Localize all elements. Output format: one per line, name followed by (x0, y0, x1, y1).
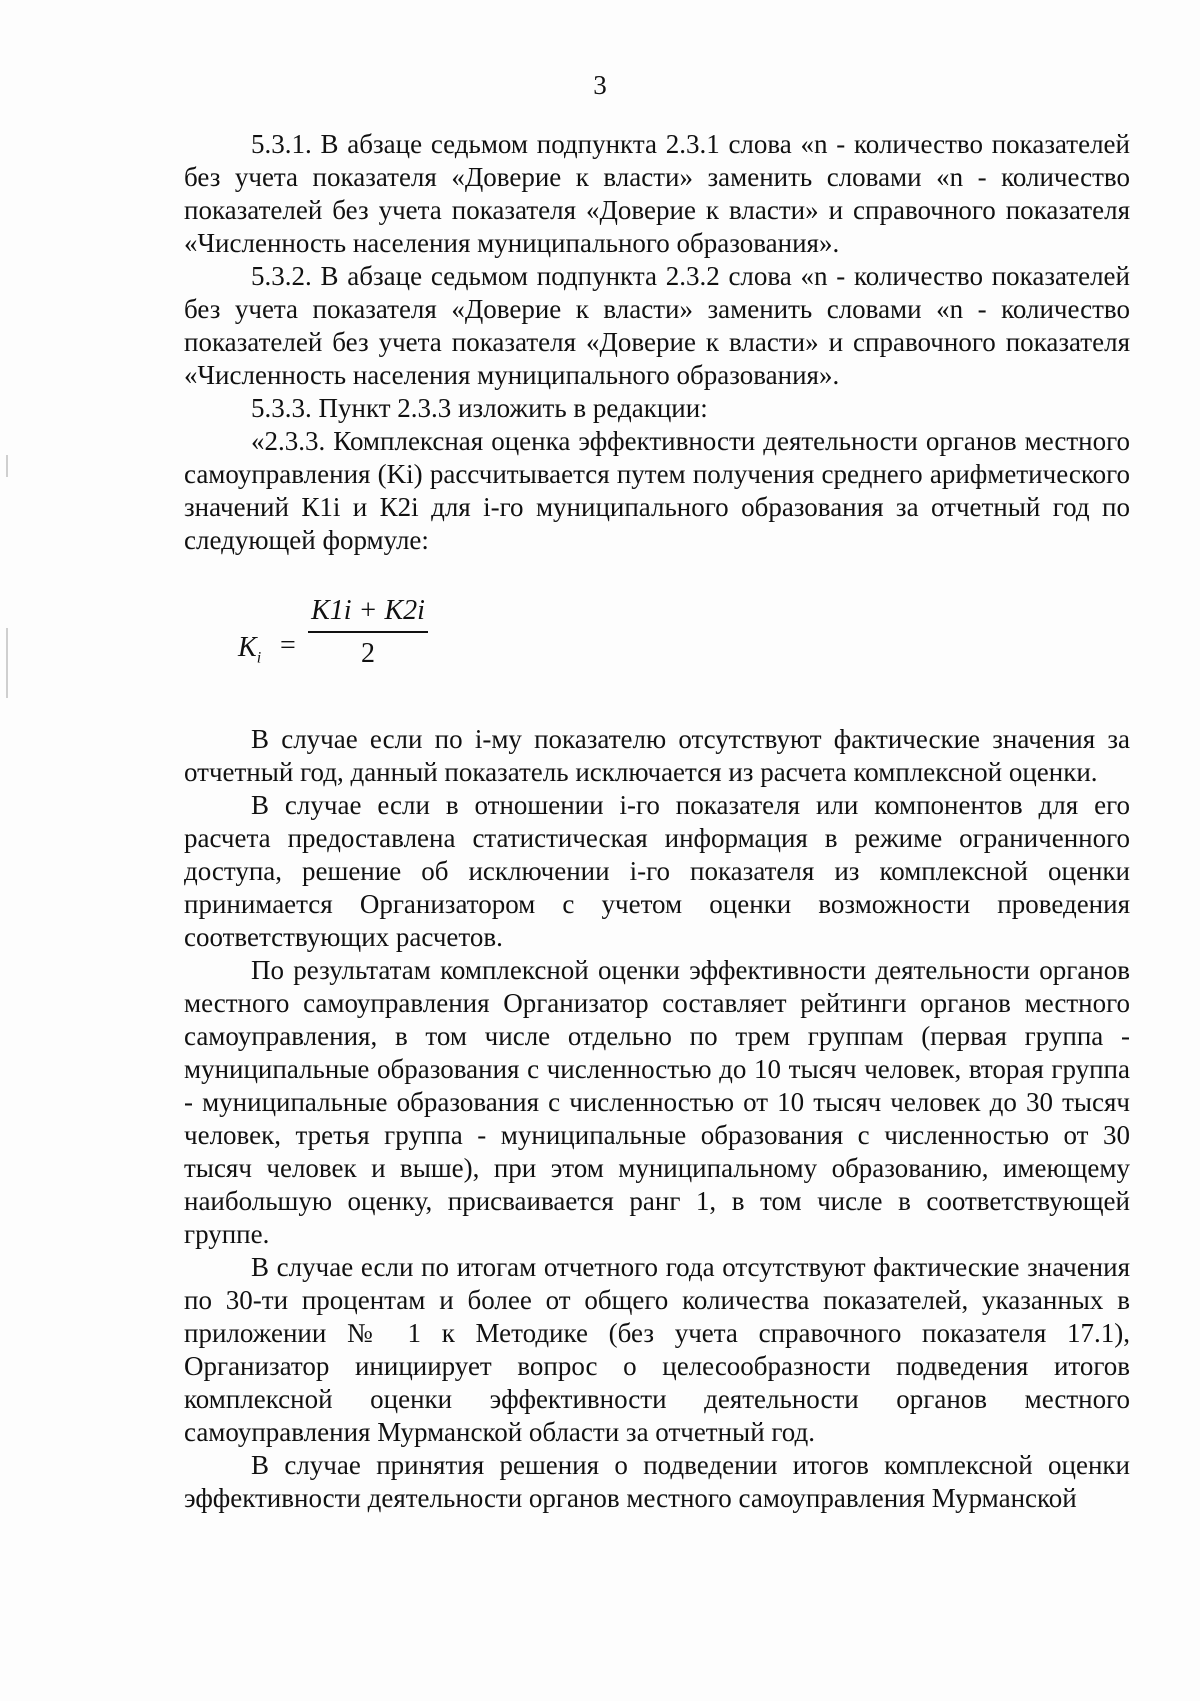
formula-numerator: K1i + K2i (311, 595, 425, 626)
paragraph-5-3-3: 5.3.3. Пункт 2.3.3 изложить в редакции: (251, 393, 708, 423)
formula-ki (184, 583, 1130, 703)
paragraph-2-3-3: «2.3.3. Комплексная оценка эффективности деятельности органов местного самоуправления (Ki) рассчитывается путем получения среднего арифметического значений К1i и К2i для i-го муниципального образования за отчетный год по следующей формуле: (184, 426, 1130, 555)
scan-margin-mark (6, 628, 8, 698)
paragraph-ratings: По результатам комплексной оценки эффективности деятельности органов местного самоуправления Организатор составляет рейтинги органов местного самоуправления, в том числе отдельно по трем группам (первая группа - муниципальные образования с численностью до 10 тысяч человек, вторая группа - муниципальные образования с численностью от 10 тысяч человек до 30 тысяч человек, третья группа - муниципальные образования с численностью от 30 тысяч человек и выше), при этом муниципальному образованию, имеющему наибольшую оценку, присваивается ранг 1, в том числе в соответствующей группе. (184, 955, 1130, 1249)
formula-lhs-symbol: K (238, 632, 257, 663)
paragraph-missing-values: В случае если по i-му показателю отсутствуют фактические значения за отчетный год, данный показатель исключается из расчета комплексной оценки. (184, 724, 1130, 787)
document-body (184, 128, 1130, 1515)
paragraph-30-percent: В случае если по итогам отчетного года отсутствуют фактические значения по 30-ти процентам и более от общего количества показателей, указанных в приложении № 1 к Методике (без учета справочного показателя 17.1), Организатор инициирует вопрос о целесообразности подведения итогов комплексной оценки эффективности деятельности органов местного самоуправления Мурманской области за отчетный год. (184, 1252, 1130, 1447)
formula-denominator: 2 (361, 638, 375, 669)
formula-lhs (238, 631, 261, 675)
paragraph-5-3-1: 5.3.1. В абзаце седьмом подпункта 2.3.1 слова «n - количество показателей без учета показателя «Доверие к власти» заменить словами «n - количество показателей без учета показателя «Доверие к власти» и справочного показателя «Численность населения муниципального образования». (184, 129, 1130, 258)
scan-margin-mark (6, 455, 8, 477)
paragraph-5-3-2: 5.3.2. В абзаце седьмом подпункта 2.3.2 слова «n - количество показателей без учета показателя «Доверие к власти» заменить словами «n - количество показателей без учета показателя «Доверие к власти» и справочного показателя «Численность населения муниципального образования». (184, 261, 1130, 390)
page-number: 3 (593, 70, 607, 100)
paragraph-decision: В случае принятия решения о подведении итогов комплексной оценки эффективности деятельности органов местного самоуправления Мурманской (184, 1450, 1130, 1513)
formula-fraction (308, 593, 428, 671)
formula-equals: = (280, 630, 296, 661)
paragraph-restricted-access: В случае если в отношении i-го показателя или компонентов для его расчета предоставлена статистическая информация в режиме ограниченного доступа, решение об исключении i-го показателя из комплексной оценки принимается Организатором с учетом оценки возможности проведения соответствующих расчетов. (184, 790, 1130, 952)
formula-fraction-bar (308, 631, 428, 633)
formula-lhs-subscript: i (256, 649, 262, 667)
